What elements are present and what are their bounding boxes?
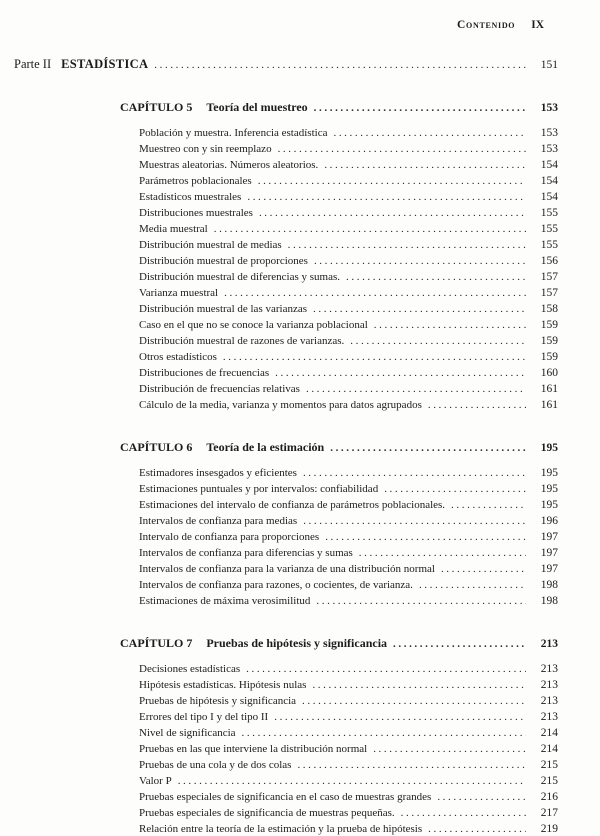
item-page: 161	[540, 399, 558, 411]
dot-leader	[214, 221, 526, 237]
item-title: Pruebas de una cola y de dos colas	[139, 759, 292, 771]
item-title: Nivel de significancia	[139, 727, 236, 739]
chapter-title: Teoría del muestreo	[206, 100, 308, 114]
dot-leader	[333, 125, 526, 141]
dot-leader	[297, 757, 526, 773]
chapter-title: Pruebas de hipótesis y significancia	[206, 636, 388, 650]
toc-entry	[139, 173, 558, 189]
item-page: 214	[540, 727, 558, 739]
item-page: 154	[540, 191, 558, 203]
item-page: 157	[540, 271, 558, 283]
item-page: 195	[540, 483, 558, 495]
dot-leader	[275, 365, 526, 381]
toc-entry	[139, 365, 558, 381]
chapter-page: 195	[540, 442, 558, 454]
item-title: Estimadores insesgados y eficientes	[139, 467, 297, 479]
toc-entry	[139, 301, 558, 317]
item-page: 156	[540, 255, 558, 267]
toc-entry	[139, 317, 558, 333]
part-row	[14, 56, 558, 73]
item-title: Muestreo con y sin reemplazo	[139, 143, 272, 155]
item-page: 159	[540, 335, 558, 347]
chapter-page: 153	[540, 102, 558, 114]
item-page: 216	[540, 791, 558, 803]
dot-leader	[346, 269, 526, 285]
item-page: 154	[540, 175, 558, 187]
item-title: Intervalos de confianza para la varianza de una distribución normal	[139, 563, 435, 575]
dot-leader	[154, 56, 526, 73]
item-title: Pruebas de hipótesis y significancia	[139, 695, 297, 707]
dot-leader	[258, 173, 526, 189]
toc-entry	[139, 773, 558, 789]
toc-entry	[139, 661, 558, 677]
dot-leader	[374, 317, 526, 333]
item-title: Relación entre la teoría de la estimación y la prueba de hipótesis	[139, 823, 423, 835]
item-page: 160	[540, 367, 558, 379]
dot-leader	[384, 481, 526, 497]
toc-entry	[139, 821, 558, 836]
dot-leader	[359, 545, 526, 561]
item-title: Intervalos de confianza para medias	[139, 515, 298, 527]
chapter-items	[139, 661, 558, 836]
chapter-heading	[120, 99, 558, 116]
toc-entry	[139, 741, 558, 757]
item-title: Otros estadísticos	[139, 351, 217, 363]
item-page: 195	[540, 467, 558, 479]
item-page: 195	[540, 499, 558, 511]
item-page: 198	[540, 595, 558, 607]
toc-entry	[139, 789, 558, 805]
item-title: Media muestral	[139, 223, 208, 235]
item-title: Estimaciones de máxima verosimilitud	[139, 595, 311, 607]
dot-leader	[393, 635, 526, 652]
item-title: Distribución muestral de las varianzas	[139, 303, 308, 315]
toc-entry	[139, 805, 558, 821]
toc-entry	[139, 465, 558, 481]
toc-entry	[139, 677, 558, 693]
item-page: 197	[540, 563, 558, 575]
dot-leader	[274, 709, 526, 725]
item-title: Intervalos de confianza para diferencias y sumas	[139, 547, 353, 559]
dot-leader	[441, 561, 526, 577]
dot-leader	[259, 205, 526, 221]
chapter-label: CAPÍTULO 6	[120, 440, 193, 454]
dot-leader	[313, 301, 526, 317]
dot-leader	[324, 157, 526, 173]
dot-leader	[246, 661, 526, 677]
toc-entry	[139, 253, 558, 269]
toc-entry	[139, 269, 558, 285]
dot-leader	[314, 253, 526, 269]
toc-entry	[139, 577, 558, 593]
toc-entry	[139, 221, 558, 237]
item-page: 215	[540, 759, 558, 771]
dot-leader	[306, 381, 526, 397]
item-page: 198	[540, 579, 558, 591]
item-page: 153	[540, 143, 558, 155]
dot-leader	[401, 805, 526, 821]
toc-entry	[139, 349, 558, 365]
item-page: 155	[540, 239, 558, 251]
chapter-block	[120, 439, 558, 609]
chapter-block	[120, 635, 558, 836]
dot-leader	[223, 349, 526, 365]
toc-entry	[139, 725, 558, 741]
dot-leader	[419, 577, 526, 593]
item-title: Valor P	[139, 775, 172, 787]
dot-leader	[437, 789, 526, 805]
item-title: Distribución muestral de proporciones	[139, 255, 308, 267]
dot-leader	[242, 725, 526, 741]
item-title: Errores del tipo I y del tipo II	[139, 711, 269, 723]
item-title: Estadísticos muestrales	[139, 191, 242, 203]
item-title: Distribución muestral de medias	[139, 239, 282, 251]
dot-leader	[178, 773, 526, 789]
item-page: 158	[540, 303, 558, 315]
item-title: Pruebas especiales de significancia de muestras pequeñas.	[139, 807, 395, 819]
dot-leader	[288, 237, 526, 253]
dot-leader	[303, 513, 526, 529]
part-label: Parte II	[14, 57, 52, 71]
item-page: 213	[540, 711, 558, 723]
dot-leader	[325, 529, 526, 545]
toc-entry	[139, 561, 558, 577]
item-title: Estimaciones del intervalo de confianza de parámetros poblacionales.	[139, 499, 446, 511]
item-title: Intervalo de confianza para proporciones	[139, 531, 320, 543]
item-page: 215	[540, 775, 558, 787]
item-title: Parámetros poblacionales	[139, 175, 252, 187]
item-page: 161	[540, 383, 558, 395]
dot-leader	[278, 141, 526, 157]
part-page: 151	[540, 59, 558, 71]
item-page: 196	[540, 515, 558, 527]
item-title: Población y muestra. Inferencia estadística	[139, 127, 328, 139]
chapter-label: CAPÍTULO 5	[120, 100, 193, 114]
dot-leader	[428, 397, 526, 413]
item-title: Muestras aleatorias. Números aleatorios.	[139, 159, 319, 171]
chapter-list	[14, 99, 558, 836]
item-title: Distribuciones muestrales	[139, 207, 253, 219]
item-page: 197	[540, 531, 558, 543]
chapter-items	[139, 465, 558, 609]
toc-entry	[139, 237, 558, 253]
toc-entry	[139, 693, 558, 709]
item-page: 155	[540, 223, 558, 235]
toc-entry	[139, 333, 558, 349]
item-title: Estimaciones puntuales y por intervalos: confiabilidad	[139, 483, 379, 495]
dot-leader	[451, 497, 526, 513]
item-title: Distribución de frecuencias relativas	[139, 383, 300, 395]
chapter-label: CAPÍTULO 7	[120, 636, 193, 650]
item-page: 197	[540, 547, 558, 559]
dot-leader	[314, 99, 526, 116]
chapter-block	[120, 99, 558, 413]
item-title: Distribución muestral de diferencias y sumas.	[139, 271, 341, 283]
item-title: Intervalos de confianza para razones, o cocientes, de varianza.	[139, 579, 413, 591]
item-page: 157	[540, 287, 558, 299]
toc-entry	[139, 709, 558, 725]
part-title: ESTADÍSTICA	[61, 57, 149, 71]
item-page: 159	[540, 351, 558, 363]
toc-entry	[139, 189, 558, 205]
running-head-title: Contenido	[457, 19, 516, 31]
item-page: 213	[540, 679, 558, 691]
running-header	[14, 18, 544, 32]
chapter-heading	[120, 635, 558, 652]
folio-page-number: IX	[531, 19, 544, 31]
item-title: Hipótesis estadísticas. Hipótesis nulas	[139, 679, 307, 691]
toc-entry	[139, 205, 558, 221]
item-title: Cálculo de la media, varianza y momentos para datos agrupados	[139, 399, 422, 411]
dot-leader	[350, 333, 526, 349]
toc-entry	[139, 157, 558, 173]
item-page: 213	[540, 663, 558, 675]
toc-entry	[139, 381, 558, 397]
item-page: 219	[540, 823, 558, 835]
toc-entry	[139, 125, 558, 141]
toc-entry	[139, 593, 558, 609]
item-page: 153	[540, 127, 558, 139]
dot-leader	[373, 741, 526, 757]
item-title: Distribución muestral de razones de varianzas.	[139, 335, 345, 347]
item-title: Distribuciones de frecuencias	[139, 367, 270, 379]
toc-entry	[139, 497, 558, 513]
toc-entry	[139, 397, 558, 413]
item-page: 154	[540, 159, 558, 171]
dot-leader	[247, 189, 526, 205]
toc-entry	[139, 285, 558, 301]
toc-entry	[139, 545, 558, 561]
item-title: Pruebas especiales de significancia en el caso de muestras grandes	[139, 791, 432, 803]
dot-leader	[303, 465, 526, 481]
item-title: Pruebas en las que interviene la distribución normal	[139, 743, 368, 755]
chapter-items	[139, 125, 558, 413]
item-title: Decisiones estadísticas	[139, 663, 241, 675]
toc-entry	[139, 757, 558, 773]
item-page: 155	[540, 207, 558, 219]
chapter-page: 213	[540, 638, 558, 650]
item-page: 159	[540, 319, 558, 331]
toc-entry	[139, 513, 558, 529]
toc-entry	[139, 529, 558, 545]
item-title: Varianza muestral	[139, 287, 219, 299]
dot-leader	[302, 693, 526, 709]
dot-leader	[330, 439, 526, 456]
item-page: 213	[540, 695, 558, 707]
toc-entry	[139, 141, 558, 157]
item-page: 214	[540, 743, 558, 755]
item-title: Caso en el que no se conoce la varianza poblacional	[139, 319, 368, 331]
dot-leader	[312, 677, 526, 693]
item-page: 217	[540, 807, 558, 819]
chapter-heading	[120, 439, 558, 456]
toc-entry	[139, 481, 558, 497]
dot-leader	[428, 821, 526, 836]
chapter-title: Teoría de la estimación	[206, 440, 325, 454]
dot-leader	[224, 285, 526, 301]
dot-leader	[316, 593, 526, 609]
